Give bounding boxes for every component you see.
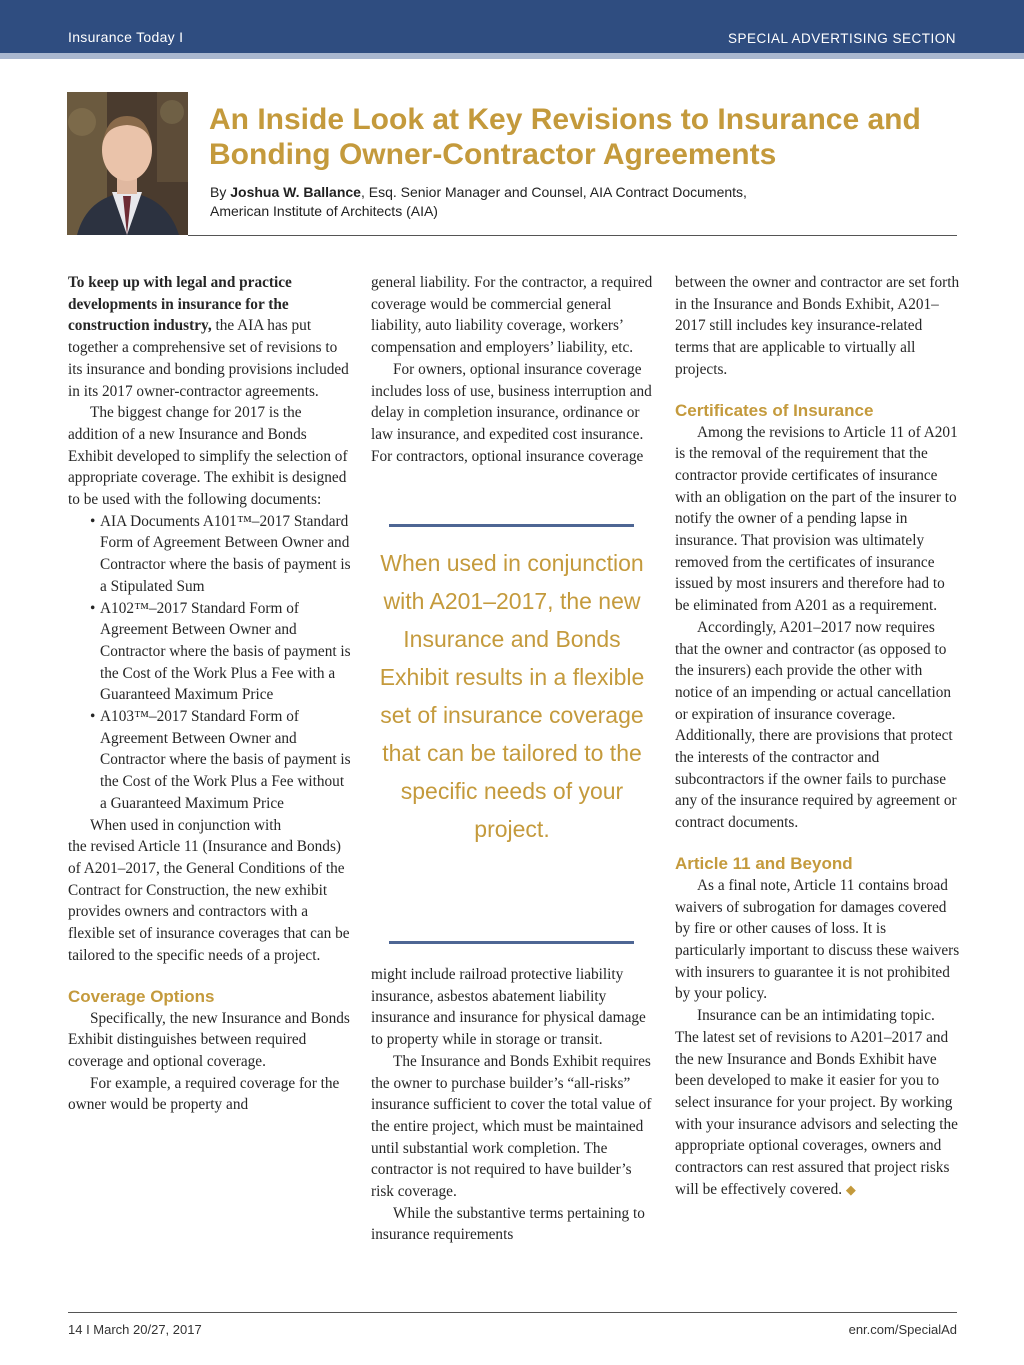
end-mark-icon: ◆ — [845, 1181, 856, 1197]
column-1 — [68, 272, 353, 1116]
author-credentials: , Esq. Senior Manager and Counsel, AIA Contract Documents, — [360, 184, 747, 200]
paragraph: For owners, optional insurance coverage includes loss of use, business interruption and delay in completion insurance, ordinance or law insurance, and expedited cost insurance. For contractors, optional insurance coverage — [371, 360, 652, 465]
column-2-continued — [371, 964, 656, 1246]
intro-paragraph — [68, 272, 353, 402]
article-title: An Inside Look at Key Revisions to Insurance and Bonding Owner-Contractor Agreements — [209, 103, 921, 171]
header-bar — [0, 0, 1024, 53]
list-item: • AIA Documents A101™–2017 Standard Form of Agreement Between Owner and Contractor where the basis of payment is a Stipulated Sum — [90, 512, 351, 595]
bullet: • — [90, 599, 96, 617]
bullet: • — [90, 708, 96, 726]
intro-rest: the AIA has put together a comprehensive set of revisions to its insurance and bonding provisions included in its 2017 owner-contractor agreements. — [68, 317, 349, 400]
list-item: • A102™–2017 Standard Form of Agreement Between Owner and Contractor where the basis of payment is the Cost of the Work Plus a Fee with a Guaranteed Maximum Price — [90, 599, 351, 704]
heading-article-11: Article 11 and Beyond — [675, 853, 853, 873]
bullet: • — [90, 512, 96, 530]
paragraph: Accordingly, A201–2017 now requires that the owner and contractor (as opposed to the insurers) each provide the other with notice of an impending or actual cancellation or expiration of insurance coverage. Additionally, there are provisions that protect the interests of the contractor and subcontractors if the owner fails to purchase any of the insurance required by agreement or contract documents. — [675, 618, 957, 832]
paragraph: The biggest change for 2017 is the addition of a new Insurance and Bonds Exhibit developed to simplify the selection of appropriate coverage. The exhibit is designed to be used with the following documents: — [68, 404, 348, 509]
paragraph: While the substantive terms pertaining to insurance requirements — [371, 1204, 645, 1244]
author-organization: American Institute of Architects (AIA) — [210, 203, 438, 219]
footer-url: enr.com/SpecialAd — [848, 1322, 957, 1337]
byline-prefix: By — [210, 184, 231, 200]
heading-certificates-of-insurance: Certificates of Insurance — [675, 400, 874, 420]
pullquote: When used in conjunction with A201–2017, the new Insurance and Bonds Exhibit results in a flexible set of insurance coverage that can be tailored to the specific needs of your project. — [379, 550, 645, 842]
special-advertising-label: SPECIAL ADVERTISING SECTION — [727, 31, 956, 46]
column-3 — [675, 272, 960, 1200]
paragraph: Specifically, the new Insurance and Bonds Exhibit distinguishes between required coverage and optional coverage. — [68, 1009, 350, 1070]
header-divider — [188, 235, 957, 236]
pullquote-bottom-rule — [389, 941, 634, 944]
paragraph: When used in conjunction with the revised Article 11 (Insurance and Bonds) of A201–2017, the General Conditions of the Contract for Construction, the new exhibit provides owners and contractors with a flexible set of insurance coverages that can be tailored to the specific needs of a project. — [68, 816, 350, 964]
header-accent-stripe — [0, 53, 1024, 59]
document-list — [68, 511, 353, 815]
author-portrait-image — [67, 92, 188, 235]
section-name: Insurance Today I — [68, 29, 184, 45]
paragraph: For example, a required coverage for the owner would be property and — [68, 1074, 340, 1114]
paragraph: As a final note, Article 11 contains broad waivers of subrogation for damages covered by fire or other causes of loss. It is particularly important to discuss these waivers with insurers to guarantee it is not prohibited by your policy. — [675, 876, 960, 1003]
byline — [210, 183, 930, 221]
author-photo — [67, 92, 188, 235]
column-2 — [371, 272, 656, 467]
paragraph: Insurance can be an intimidating topic. The latest set of revisions to A201–2017 and the new Insurance and Bonds Exhibit have been developed to make it easier for you to select insurance for your project. By working with your insurance advisors and selecting the appropriate optional coverages, owners and contractors can rest assured that project risks will be effectively covered. ◆ — [675, 1007, 958, 1198]
paragraph: general liability. For the contractor, a required coverage would be commercial general liability, auto liability coverage, workers’ compensation and employers’ liability, etc. — [371, 274, 653, 357]
list-item: • A103™–2017 Standard Form of Agreement Between Owner and Contractor where the basis of payment is the Cost of the Work Plus a Fee without a Guaranteed Maximum Price — [90, 708, 351, 812]
heading-coverage-options: Coverage Options — [68, 986, 215, 1006]
page-number-date: 14 I March 20/27, 2017 — [68, 1322, 202, 1337]
footer-divider — [68, 1312, 957, 1313]
paragraph: The Insurance and Bonds Exhibit requires the owner to purchase builder’s “all-risks” insurance sufficient to cover the total value of the entire project, which must be maintained until substantial work completion. The contractor is not required to have builder’s risk coverage. — [371, 1052, 652, 1201]
author-name: Joshua W. Ballance — [230, 184, 361, 200]
intro-lead: To keep up with legal and practice developments in insurance for the construction industry, — [68, 274, 292, 335]
paragraph: Among the revisions to Article 11 of A201 is the removal of the requirement that the contractor provide certificates of insurance with an obligation on the part of the insurer to notify the owner of a pending lapse in insurance. That provision was ultimately removed from the certificates of insurance issued by most insurers and therefore had to be eliminated from A201 as a requirement. — [675, 423, 958, 615]
pullquote-top-rule — [389, 524, 634, 527]
paragraph: might include railroad protective liability insurance, asbestos abatement liability insurance and insurance for physical damage to property while in storage or transit. — [371, 966, 646, 1049]
paragraph: between the owner and contractor are set forth in the Insurance and Bonds Exhibit, A201–2017 still includes key insurance-related terms that are applicable to virtually all projects. — [675, 274, 960, 378]
